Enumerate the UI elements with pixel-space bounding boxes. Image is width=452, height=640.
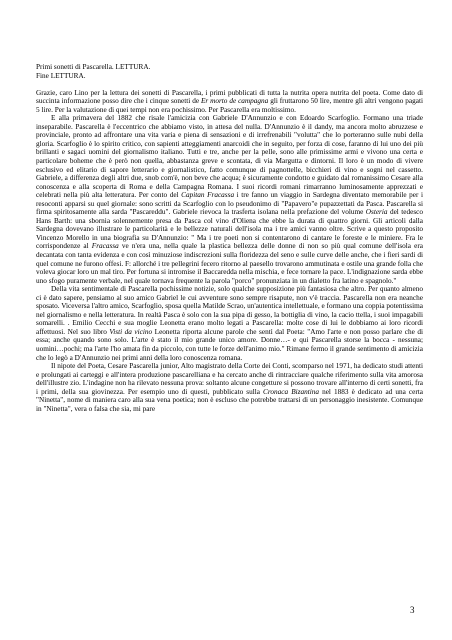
text-run: i tre fanno un viaggio in Sardegna diventato memorabile per i resoconti apparsi su quel giornale: sono scritti da Scarfoglio con lo pseudonimo di "Papavero"e pupazzettati da Pasca. Pascarella si firma spiritosamente alla sarda "Pascareddu". Gabriele rievoca la trasferta isolana nella prefazione del volume xyxy=(36,191,423,217)
paragraph xyxy=(36,362,423,413)
italic-title: Fracassa xyxy=(91,242,119,251)
italic-title: Visti da vicino xyxy=(109,327,153,336)
text-run: ve n'era una, nella quale la plastica bellezza delle donne di non so più qual comune dell'isola era decantata con tanta evidenza e con così minuziose indiscrezioni sulla floridezza del seno e sulle curve delle anche, che i fieri sardi di quel comune ne furono offesi. F: allorché i tre pellegrini fecero ritorno al paesello trovarono ammutinata e ostile una grande folla che voleva giocar loro un mal tiro. Per fortuna si intromise il Baccaredda nella mischia, e fece tornare la pace. L'indignazione sarda ebbe uno sfogo puramente verbale, nel quale tornava frequente la parola "porco" pronunziata in un dialetto fra latino e spagnolo." xyxy=(36,242,423,285)
text-run: gli fruttarono 50 lire, mentre gli altri vengono pagati 5 lire. Per la valutazione di quei tempi non era pochissimo. Per Pascarella era moltissimo. xyxy=(36,97,423,114)
italic-title: Er morto de campagna xyxy=(200,97,269,106)
paragraph-gap xyxy=(36,80,423,89)
heading-line-2: Fine LETTURA. xyxy=(36,71,86,80)
text-run: E alla primavera del 1882 che risale l'amicizia con Gabriele D'Annunzio e con Edoardo Scarfoglio. Formano una triade inseparabile. Pascarella è l'eccentrico che abbiamo visto, in attesa del nulla. D'Annunzio è il dandy, ma ancora molto abruzzese e provinciale, pronto ad affrontare una vita varia e piena di sensazioni e di irrefrenabili "volutta" che lo porteranno sulle nubi della gloria. Scarfoglio è lo spirito critico, con sapienti atteggiamenti anarcoidi che in seguito, per forza di cose, faranno di lui uno dei più brillanti e sagaci uomini del giornalismo italiano. Tutti e tre, anche per la pelle, sono alle primissime armi e vivono una certa e particolare boheme che è però non quella, abbastanza greve e scontata, di via Margutta e dintorni. Il loro è un modo di vivere esclusivo ed elitario di sapore letterario e giornalistico, fatto comunque di pagnottelle, bicchieri di vino e sogni nel cassetto. Gabriele, a differenza degli altri due, snob com'è, non beve che acqua; è sicuramente condotto e guidato dal romanissimo Cesare alla conoscenza e alla scoperta di Roma e della Campagna Romana. I suoi ricordi romani rimarranno luminosamente apprezzati e celebrati nella più alta letteratura. Per conto del xyxy=(36,114,423,200)
text-run: Leonetta riporta alcune parole che sentì dal Poeta: "Amo l'arte e non posso parlare che di essa; anche quando sono solo. L'arte è stato il mio grande unico amore. Donne…- e qui Pascarella storse la bocca - nessuna; uomini…pochi; ma l'arte l'ho amata fin da piccolo, con tutte le forze dell'animo mio." Rimane fermo il grande sentimento di amicizia che lo legò a D'Annunzio nei primi anni della loro conoscenza romana. xyxy=(36,327,423,362)
italic-title: Capitan Fracassa xyxy=(181,191,235,200)
paragraph xyxy=(36,285,423,362)
body-text xyxy=(36,63,423,413)
page-number: 3 xyxy=(410,605,415,615)
paragraph xyxy=(36,89,423,115)
text-run: Il nipote del Poeta, Cesare Pascarella junior, Alto magistrato della Corte dei Conti, scomparso nel 1971, ha dedicato studi attenti e prolungati ai carteggi e all'intera produzione pascarelliana e ha cercato anche di rintracciare qualche riferimento sulla vita amorosa dell'illustre zio. L'indagine non ha rilevato nessuna prova: soltanto alcune congetture si possono trovare all'interno di certi sonetti, fra i primi, della sua giovinezza. Per esempio uno di questi, pubblicato sulla xyxy=(36,362,423,396)
text-run: del tedesco Hans Barth: una sbornia solennemente presa da Pasca col vino d'Oliena che ebbe la durata di quattro giorni. Gli articoli dalla Sardegna dovevano illustrare le particolarità e le bellezze naturali dell'isola ma i tre amici vanno oltre. Scrive a questo proposito Vincenzo Morello in una biografia su D'Annunzio: " Ma i tre poeti non si contentarono di cantare le foreste e le miniere. Fra le corrispondenze al xyxy=(36,208,423,251)
text-run: Della vita sentimentale di Pascarella pochissime notizie, solo qualche supposizione più fantasiosa che altro. Per quanto almeno ci è dato sapere, pensiamo al suo amico Gabriel le cui avventure sono sempre risapute, non v'è traccia. Pascarella non era neanche sposato. Viceversa l'altro amico, Scarfoglio, sposa quella Matilde Scrao, un'autentica intellettuale, e formano una coppia potentissima nel giornalismo e nella letteratura. In realtà Pasca è solo con la sua pipa di gesso, la bottiglia di vino, la cacio ttella, i suoi impagabili somarelli. . Emilio Cecchi e sua moglie Leonetta erano molto legati a Pascarella: molte cose di lui le dobbiamo ai loro ricordi affettuosi. Nel suo libro xyxy=(36,285,423,336)
text-run: nel 1883 è dedicato ad una certa "Ninetta", nome di maniera caro alla sua vena poetica; non è escluso che potrebbe trattarsi di un personaggio inesistente. Comunque in "Ninetta", vera o falsa che sia, mi pare xyxy=(36,387,423,413)
heading-line-1: Primi sonetti di Pascarella. LETTURA. xyxy=(36,63,151,71)
paragraph xyxy=(36,114,423,285)
text-run: Grazie, caro Lino per la lettura dei sonetti di Pascarella, i primi pubblicati di tutta la nutrita opera nutrita del poeta. Come dato di succinta informazione posso dire che i cinque sonetti de xyxy=(36,88,423,106)
italic-title: Osteria xyxy=(365,208,388,217)
italic-title: Cronaca Bizantina xyxy=(263,387,320,396)
